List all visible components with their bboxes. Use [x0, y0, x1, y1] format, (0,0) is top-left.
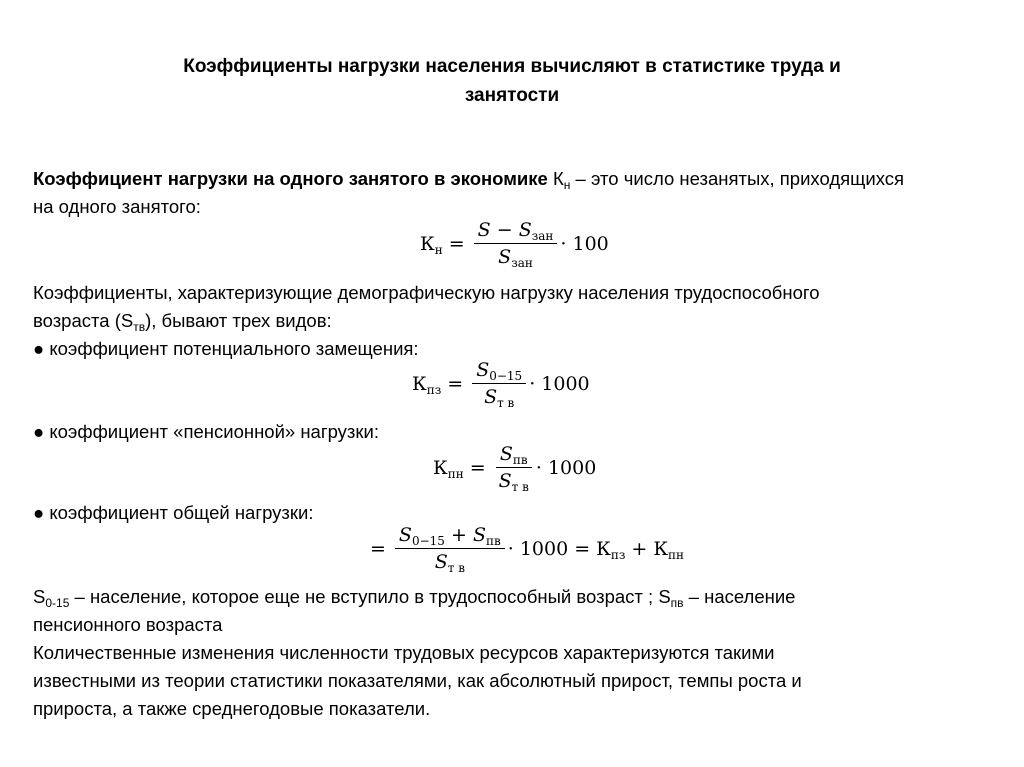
closing-line-1: Количественные изменения численности трудовых ресурсов характеризуются такими	[33, 642, 775, 663]
def-spv-sub: пв	[670, 596, 684, 610]
intro-paragraph	[33, 165, 993, 221]
intro-line-2: на одного занятого:	[33, 196, 201, 217]
formula-total-eq: =	[370, 537, 386, 560]
closing-line-2: известными из теории статистики показателями, как абсолютный прирост, темпы роста и	[33, 670, 802, 691]
title-line-1: Коэффициенты нагрузки населения вычисляют в статистике труда и	[183, 56, 841, 77]
formula-kpz-denominator: $S_{т в}$	[484, 386, 515, 410]
formula-kpn-fraction	[495, 443, 533, 492]
formula-kn-denominator: $S_{зан}$	[498, 246, 533, 270]
formula-kpz	[412, 359, 590, 408]
def-mid: – население, которое еще не вступило в трудоспособный возраст ; S	[69, 586, 671, 607]
formula-total-plus: +	[631, 537, 648, 560]
formula-kpz-fraction	[472, 359, 526, 408]
formula-kpn-lhs: $К_{пн}$	[433, 456, 464, 481]
page-title	[80, 52, 944, 110]
formula-kpn	[433, 443, 596, 492]
formula-kn-numerator: $S - S_{зан}$	[474, 219, 558, 244]
formula-kn-lhs: $К_н$	[420, 232, 443, 257]
formula-kn	[420, 219, 609, 268]
formula-kpn-mult: · 1000	[535, 456, 597, 479]
formula-kpn-denominator: $S_{т в}$	[498, 470, 529, 494]
formula-total	[370, 524, 684, 573]
formula-kpz-eq: =	[447, 372, 464, 395]
demographic-line-1: Коэффициенты, характеризующие демографическую нагрузку населения трудоспособного	[33, 282, 820, 303]
demographic-line-2-sub: тв	[133, 320, 146, 334]
closing-line-3: прироста, а также среднегодовые показатели.	[33, 698, 431, 719]
demographic-paragraph	[33, 279, 993, 363]
formula-kpn-numerator: $S_{пв}$	[496, 443, 532, 468]
definitions-line-2: пенсионного возраста	[33, 614, 223, 635]
definitions-paragraph	[33, 583, 993, 639]
demographic-line-2-pre: возраста (S	[33, 310, 134, 331]
intro-rest: – это число незанятых, приходящихся	[570, 168, 905, 189]
formula-kpz-mult: · 1000	[529, 372, 590, 395]
intro-bold-term: Коэффициент нагрузки на одного занятого в экономике	[33, 168, 548, 189]
intro-symbol-sub: н	[563, 178, 571, 192]
formula-kn-eq: =	[448, 232, 465, 255]
def-s0-sub: 0-15	[45, 596, 70, 610]
formula-total-numerator: $S_{0-15} + S_{пв}$	[395, 524, 505, 549]
formula-total-k2: $К_{пн}$	[653, 537, 685, 562]
def-s0: S	[33, 586, 46, 607]
formula-kpz-numerator: $S_{0-15}$	[472, 359, 526, 384]
formula-total-denominator: $S_{т в}$	[434, 551, 465, 575]
formula-total-k1: $К_{пз}$	[596, 537, 626, 562]
closing-paragraph	[33, 639, 993, 723]
formula-kpn-eq: =	[469, 456, 486, 479]
def-end: – население	[683, 586, 796, 607]
bullet-potential: ● коэффициент потенциального замещения:	[33, 338, 419, 359]
intro-symbol: К	[553, 168, 564, 189]
formula-kn-fraction	[474, 219, 558, 268]
formula-total-mult: · 1000 =	[507, 537, 591, 560]
title-line-2: занятости	[464, 85, 560, 106]
formula-total-fraction	[395, 524, 505, 573]
formula-kpz-lhs: $К_{пз}$	[412, 372, 442, 397]
demographic-line-2-post: ), бывают трех видов:	[145, 310, 332, 331]
bullet-total: ● коэффициент общей нагрузки:	[33, 502, 314, 523]
bullet-pension: ● коэффициент «пенсионной» нагрузки:	[33, 421, 379, 442]
formula-kn-mult: · 100	[560, 232, 609, 255]
